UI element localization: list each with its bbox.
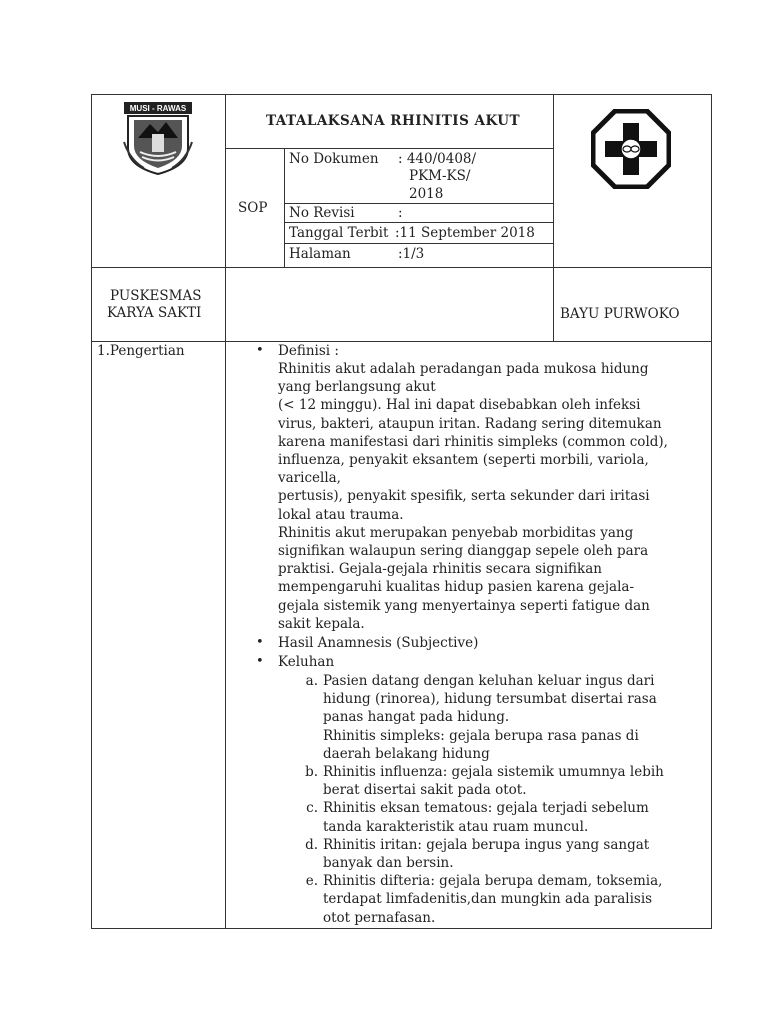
row-divider bbox=[91, 267, 712, 268]
complaint-item-label: d. bbox=[305, 836, 318, 853]
org-name-line2: KARYA SAKTI bbox=[107, 305, 202, 321]
bullet-definition-title: Definisi : bbox=[278, 343, 339, 359]
document-title: TATALAKSANA RHINITIS AKUT bbox=[266, 113, 521, 129]
definition-line: yang berlangsung akut bbox=[278, 379, 436, 396]
definition-line: signifikan walaupun sering dianggap sepele oleh para bbox=[278, 543, 649, 559]
puskesmas-logo bbox=[591, 109, 671, 189]
complaint-item-line: Rhinitis influenza: gejala sistemik umumnya lebih bbox=[323, 764, 664, 780]
definition-line: varicella, bbox=[278, 470, 341, 487]
bullet-icon: • bbox=[256, 343, 264, 358]
complaint-item-label: a. bbox=[305, 673, 318, 689]
complaint-item-line: Rhinitis eksan tematous: gejala terjadi sebelum bbox=[323, 800, 649, 817]
complaint-item-line: daerah belakang hidung bbox=[323, 745, 490, 762]
definition-line: sakit kepala. bbox=[278, 615, 365, 632]
org-name-line1: PUSKESMAS bbox=[110, 288, 202, 304]
doc-number-value: : 440/0408/ bbox=[398, 151, 477, 167]
revision-value: : bbox=[398, 205, 403, 221]
definition-line: pertusis), penyakit spesifik, serta sekunder dari iritasi bbox=[278, 488, 650, 505]
bullet-anamnesis-title: Hasil Anamnesis (Subjective) bbox=[278, 635, 479, 651]
complaint-item-line: tanda karakteristik atau ruam muncul. bbox=[323, 818, 589, 835]
definition-line: praktisi. Gejala-gejala rhinitis secara signifikan bbox=[278, 561, 602, 578]
sop-label: SOP bbox=[238, 200, 268, 216]
svg-text:MUSI - RAWAS: MUSI - RAWAS bbox=[129, 104, 187, 113]
page-label: Halaman bbox=[289, 246, 351, 262]
col-divider bbox=[225, 94, 226, 929]
complaint-item-label: b. bbox=[305, 764, 318, 780]
bullet-complaints-title: Keluhan bbox=[278, 654, 335, 670]
revision-label: No Revisi bbox=[289, 205, 355, 221]
col-divider bbox=[553, 94, 554, 341]
complaint-item-line: berat disertai sakit pada otot. bbox=[323, 782, 527, 799]
complaint-item-line: banyak dan bersin. bbox=[323, 855, 454, 871]
info-divider bbox=[284, 148, 285, 267]
doc-number-value-2: PKM-KS/ bbox=[409, 168, 471, 184]
definition-line: lokal atau trauma. bbox=[278, 506, 404, 523]
info-row-divider bbox=[284, 222, 553, 223]
definition-line: Rhinitis akut adalah peradangan pada mukosa hidung bbox=[278, 361, 649, 377]
page-value: :1/3 bbox=[398, 246, 425, 262]
definition-line: influenza, penyakit eksantem (seperti morbili, variola, bbox=[278, 452, 649, 468]
complaint-item-line: Pasien datang dengan keluhan keluar ingus dari bbox=[323, 673, 655, 689]
bullet-icon: • bbox=[256, 635, 264, 650]
complaint-item-line: otot pernafasan. bbox=[323, 909, 436, 926]
doc-number-label: No Dokumen bbox=[289, 151, 379, 167]
info-row-divider bbox=[284, 243, 553, 244]
complaint-item-line: Rhinitis simpleks: gejala berupa rasa panas di bbox=[323, 727, 639, 744]
bullet-icon: • bbox=[256, 654, 264, 669]
complaint-item-line: panas hangat pada hidung. bbox=[323, 709, 510, 726]
definition-line: Rhinitis akut merupakan penyebab morbiditas yang bbox=[278, 524, 634, 541]
definition-line: mempengaruhi kualitas hidup pasien karena gejala- bbox=[278, 579, 635, 596]
complaint-item-line: terdapat limfadenitis,dan mungkin ada paralisis bbox=[323, 891, 653, 908]
complaint-item-line: hidung (rinorea), hidung tersumbat disertai rasa bbox=[323, 691, 657, 708]
complaint-item-label: e. bbox=[305, 873, 318, 890]
complaint-item-line: Rhinitis iritan: gejala berupa ingus yang sangat bbox=[323, 836, 650, 853]
signer-name: BAYU PURWOKO bbox=[560, 306, 680, 322]
complaint-item-line: Rhinitis difteria: gejala berupa demam, toksemia, bbox=[323, 873, 663, 890]
definition-line: gejala sistemik yang menyertainya seperti fatigue dan bbox=[278, 597, 650, 614]
issue-date-value: :11 September 2018 bbox=[395, 225, 535, 241]
complaint-item-label: c. bbox=[306, 800, 318, 817]
doc-number-value-3: 2018 bbox=[409, 186, 444, 202]
section-label: 1.Pengertian bbox=[97, 343, 185, 359]
definition-line: (< 12 minggu). Hal ini dapat disebabkan oleh infeksi bbox=[278, 397, 641, 414]
title-divider bbox=[225, 148, 553, 149]
definition-line: virus, bakteri, ataupun iritan. Radang sering ditemukan bbox=[278, 415, 662, 432]
regency-logo bbox=[122, 102, 194, 176]
issue-date-label: Tanggal Terbit bbox=[289, 225, 389, 241]
definition-line: karena manifestasi dari rhinitis simpleks (common cold), bbox=[278, 433, 668, 450]
